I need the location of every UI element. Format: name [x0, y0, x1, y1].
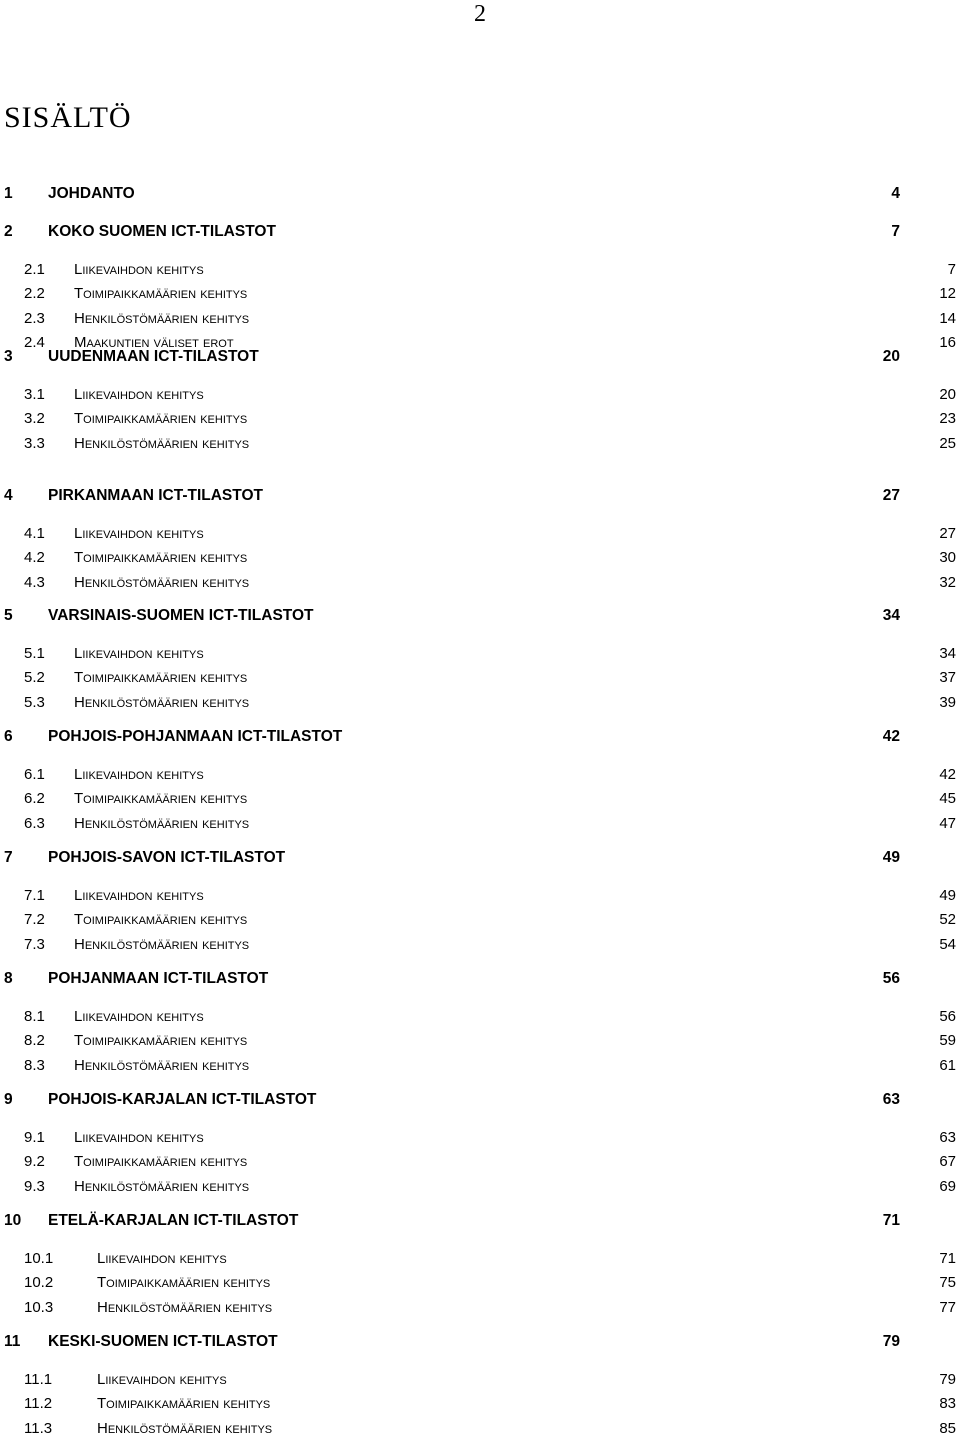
toc-entry-label: Toimipaikkamäärien kehitys: [74, 669, 248, 686]
toc-entry-label: Henkilöstömäärien kehitys: [74, 310, 250, 327]
toc-entry-page: 59: [939, 1032, 956, 1049]
toc-entry-page: 54: [939, 936, 956, 953]
toc-section-5-2[interactable]: [24, 669, 956, 691]
toc-entry-number: 3: [4, 348, 13, 365]
toc-entry-label: UUDENMAAN ICT-TILASTOT: [48, 348, 259, 365]
toc-entry-label: KESKI-SUOMEN ICT-TILASTOT: [48, 1333, 278, 1350]
toc-entry-number: 10: [4, 1212, 22, 1229]
toc-chapter-3[interactable]: [4, 348, 900, 370]
toc-entry-label: Henkilöstömäärien kehitys: [97, 1420, 273, 1437]
toc-entry-label: PIRKANMAAN ICT-TILASTOT: [48, 487, 263, 504]
toc-entry-page: 14: [939, 310, 956, 327]
toc-entry-number: 2.2: [24, 285, 45, 302]
toc-section-2-3[interactable]: [24, 310, 956, 332]
toc-entry-label: Toimipaikkamäärien kehitys: [97, 1274, 271, 1291]
toc-section-11-3[interactable]: [24, 1420, 956, 1442]
toc-entry-page: 49: [882, 849, 900, 866]
toc-entry-label: VARSINAIS-SUOMEN ICT-TILASTOT: [48, 607, 314, 624]
toc-entry-number: 3.2: [24, 410, 45, 427]
toc-entry-label: Henkilöstömäärien kehitys: [74, 1057, 250, 1074]
toc-section-7-1[interactable]: [24, 887, 956, 909]
toc-section-5-1[interactable]: [24, 645, 956, 667]
toc-chapter-8[interactable]: [4, 970, 900, 992]
toc-entry-page: 67: [939, 1153, 956, 1170]
toc-chapter-2[interactable]: [4, 223, 900, 245]
toc-entry-label: Toimipaikkamäärien kehitys: [74, 1153, 248, 1170]
toc-entry-page: 52: [939, 911, 956, 928]
toc-entry-page: 45: [939, 790, 956, 807]
toc-section-6-2[interactable]: [24, 790, 956, 812]
toc-chapter-1[interactable]: [4, 185, 900, 207]
toc-entry-number: 11.2: [24, 1395, 53, 1412]
toc-entry-page: 20: [882, 348, 900, 365]
toc-entry-label: Liikevaihdon kehitys: [97, 1371, 227, 1388]
toc-entry-label: Liikevaihdon kehitys: [74, 645, 204, 662]
toc-entry-label: Liikevaihdon kehitys: [74, 1129, 204, 1146]
toc-entry-number: 4: [4, 487, 13, 504]
toc-section-10-2[interactable]: [24, 1274, 956, 1296]
toc-section-9-1[interactable]: [24, 1129, 956, 1151]
toc-section-7-3[interactable]: [24, 936, 956, 958]
toc-entry-number: 11.1: [24, 1371, 53, 1388]
toc-entry-page: 12: [939, 285, 956, 302]
toc-entry-number: 7.3: [24, 936, 45, 953]
toc-entry-label: KOKO SUOMEN ICT-TILASTOT: [48, 223, 276, 240]
toc-section-6-3[interactable]: [24, 815, 956, 837]
toc-entry-label: POHJOIS-POHJANMAAN ICT-TILASTOT: [48, 728, 343, 745]
toc-entry-page: 4: [891, 185, 900, 202]
toc-entry-page: 32: [939, 574, 956, 591]
toc-entry-label: Toimipaikkamäärien kehitys: [74, 911, 248, 928]
toc-entry-number: 2.3: [24, 310, 45, 327]
toc-chapter-10[interactable]: [4, 1212, 900, 1234]
toc-section-8-2[interactable]: [24, 1032, 956, 1054]
toc-entry-label: Maakuntien väliset erot: [74, 334, 234, 351]
toc-entry-label: Henkilöstömäärien kehitys: [74, 815, 250, 832]
toc-entry-page: 63: [882, 1091, 900, 1108]
toc-entry-number: 8: [4, 970, 13, 987]
toc-section-5-3[interactable]: [24, 694, 956, 716]
toc-entry-label: Liikevaihdon kehitys: [74, 887, 204, 904]
toc-entry-number: 6.3: [24, 815, 45, 832]
toc-entry-page: 71: [882, 1212, 900, 1229]
toc-entry-page: 56: [882, 970, 900, 987]
toc-entry-number: 6: [4, 728, 13, 745]
toc-entry-page: 69: [939, 1178, 956, 1195]
toc-entry-page: 42: [939, 766, 956, 783]
toc-entry-number: 4.1: [24, 525, 45, 542]
toc-entry-page: 39: [939, 694, 956, 711]
toc-entry-number: 10.3: [24, 1299, 54, 1316]
toc-entry-label: Liikevaihdon kehitys: [74, 525, 204, 542]
toc-entry-page: 79: [939, 1371, 956, 1388]
toc-entry-number: 5.2: [24, 669, 45, 686]
toc-entry-number: 9.2: [24, 1153, 45, 1170]
toc-entry-label: Liikevaihdon kehitys: [74, 386, 204, 403]
toc-entry-page: 56: [939, 1008, 956, 1025]
toc-entry-number: 8.2: [24, 1032, 45, 1049]
toc-entry-number: 7: [4, 849, 13, 866]
toc-section-6-1[interactable]: [24, 766, 956, 788]
toc-entry-page: 25: [939, 435, 956, 452]
toc-entry-page: 30: [939, 549, 956, 566]
toc-entry-page: 75: [939, 1274, 956, 1291]
toc-entry-label: Henkilöstömäärien kehitys: [97, 1299, 273, 1316]
page-number: 2: [474, 1, 486, 27]
toc-entry-number: 7.1: [24, 887, 45, 904]
toc-entry-number: 8.3: [24, 1057, 45, 1074]
toc-entry-page: 85: [939, 1420, 956, 1437]
toc-entry-number: 5: [4, 607, 13, 624]
toc-section-9-3[interactable]: [24, 1178, 956, 1200]
toc-entry-page: 37: [939, 669, 956, 686]
toc-entry-number: 10.1: [24, 1250, 54, 1267]
toc-entry-number: 1: [4, 185, 13, 202]
toc-entry-number: 5.1: [24, 645, 45, 662]
toc-entry-number: 7.2: [24, 911, 45, 928]
toc-entry-page: 42: [882, 728, 900, 745]
toc-entry-label: POHJOIS-SAVON ICT-TILASTOT: [48, 849, 286, 866]
toc-entry-page: 34: [882, 607, 900, 624]
toc-entry-label: Liikevaihdon kehitys: [74, 1008, 204, 1025]
toc-entry-label: POHJANMAAN ICT-TILASTOT: [48, 970, 269, 987]
toc-entry-number: 9.3: [24, 1178, 45, 1195]
toc-entry-number: 9: [4, 1091, 13, 1108]
toc-entry-page: 79: [882, 1333, 900, 1350]
toc-section-11-2[interactable]: [24, 1395, 956, 1417]
toc-entry-label: Liikevaihdon kehitys: [74, 261, 204, 278]
toc-entry-number: 2.4: [24, 334, 45, 351]
toc-entry-number: 6.2: [24, 790, 45, 807]
toc-entry-page: 61: [939, 1057, 956, 1074]
toc-entry-label: Toimipaikkamäärien kehitys: [74, 549, 248, 566]
toc-chapter-9[interactable]: [4, 1091, 900, 1113]
toc-entry-number: 3.1: [24, 386, 45, 403]
toc-section-4-3[interactable]: [24, 574, 956, 596]
toc-section-8-3[interactable]: [24, 1057, 956, 1079]
toc-entry-page: 23: [939, 410, 956, 427]
toc-entry-label: JOHDANTO: [48, 185, 135, 202]
toc-entry-page: 83: [939, 1395, 956, 1412]
toc-entry-number: 9.1: [24, 1129, 45, 1146]
toc-entry-label: Liikevaihdon kehitys: [74, 766, 204, 783]
toc-entry-label: Toimipaikkamäärien kehitys: [74, 285, 248, 302]
toc-entry-label: Henkilöstömäärien kehitys: [74, 435, 250, 452]
toc-title: SISÄLTÖ: [4, 101, 132, 134]
toc-entry-page: 77: [939, 1299, 956, 1316]
toc-section-4-1[interactable]: [24, 525, 956, 547]
toc-section-2-1[interactable]: [24, 261, 956, 283]
toc-entry-number: 2.1: [24, 261, 45, 278]
toc-section-10-1[interactable]: [24, 1250, 956, 1272]
toc-section-3-3[interactable]: [24, 435, 956, 457]
toc-entry-page: 27: [882, 487, 900, 504]
toc-entry-page: 34: [939, 645, 956, 662]
toc-entry-number: 6.1: [24, 766, 45, 783]
toc-entry-label: Liikevaihdon kehitys: [97, 1250, 227, 1267]
toc-entry-label: Toimipaikkamäärien kehitys: [97, 1395, 271, 1412]
toc-chapter-6[interactable]: [4, 728, 900, 750]
toc-entry-page: 7: [947, 261, 956, 278]
toc-entry-page: 71: [939, 1250, 956, 1267]
toc-entry-number: 10.2: [24, 1274, 54, 1291]
toc-entry-number: 5.3: [24, 694, 45, 711]
toc-section-8-1[interactable]: [24, 1008, 956, 1030]
toc-chapter-11[interactable]: [4, 1333, 900, 1355]
toc-entry-label: Henkilöstömäärien kehitys: [74, 936, 250, 953]
toc-section-4-2[interactable]: [24, 549, 956, 571]
toc-entry-label: Henkilöstömäärien kehitys: [74, 574, 250, 591]
toc-entry-label: ETELÄ-KARJALAN ICT-TILASTOT: [48, 1212, 299, 1229]
toc-chapter-5[interactable]: [4, 607, 900, 629]
toc-section-2-2[interactable]: [24, 285, 956, 307]
toc-entry-label: Toimipaikkamäärien kehitys: [74, 410, 248, 427]
toc-section-7-2[interactable]: [24, 911, 956, 933]
toc-entry-number: 8.1: [24, 1008, 45, 1025]
toc-entry-page: 47: [939, 815, 956, 832]
toc-chapter-7[interactable]: [4, 849, 900, 871]
toc-entry-number: 11: [4, 1333, 21, 1350]
toc-section-3-1[interactable]: [24, 386, 956, 408]
toc-entry-number: 11.3: [24, 1420, 53, 1437]
toc-entry-label: Toimipaikkamäärien kehitys: [74, 790, 248, 807]
toc-entry-number: 3.3: [24, 435, 45, 452]
toc-entry-number: 4.3: [24, 574, 45, 591]
toc-section-3-2[interactable]: [24, 410, 956, 432]
toc-entry-label: Henkilöstömäärien kehitys: [74, 1178, 250, 1195]
toc-entry-label: Toimipaikkamäärien kehitys: [74, 1032, 248, 1049]
toc-entry-page: 63: [939, 1129, 956, 1146]
toc-entry-label: Henkilöstömäärien kehitys: [74, 694, 250, 711]
toc-entry-page: 20: [939, 386, 956, 403]
toc-entry-number: 2: [4, 223, 13, 240]
toc-entry-page: 27: [939, 525, 956, 542]
toc-entry-page: 49: [939, 887, 956, 904]
toc-entry-page: 7: [891, 223, 900, 240]
toc-section-10-3[interactable]: [24, 1299, 956, 1321]
toc-section-9-2[interactable]: [24, 1153, 956, 1175]
toc-entry-number: 4.2: [24, 549, 45, 566]
toc-chapter-4[interactable]: [4, 487, 900, 509]
toc-section-11-1[interactable]: [24, 1371, 956, 1393]
toc-entry-page: 16: [939, 334, 956, 351]
toc-entry-label: POHJOIS-KARJALAN ICT-TILASTOT: [48, 1091, 317, 1108]
